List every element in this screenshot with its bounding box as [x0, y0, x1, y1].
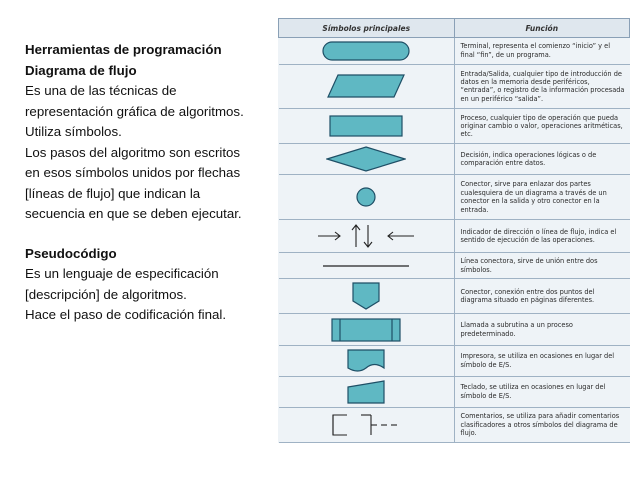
row-desc: Indicador de dirección o línea de flujo, indica el sentido de ejecución de las operaciones. [454, 219, 630, 253]
offpage-connector-icon [351, 281, 381, 311]
para1-line: [líneas de flujo] que indican la [25, 185, 201, 201]
printer-symbol-icon [346, 348, 386, 374]
flow-arrows-icon [316, 222, 416, 250]
table-row [279, 109, 630, 144]
keyboard-symbol-icon [346, 379, 386, 405]
row-desc: Conector, conexión entre dos puntos del diagrama situado en páginas diferentes. [454, 278, 630, 314]
process-symbol-icon [328, 114, 404, 138]
para2-line: Hace el paso de codificación final. [25, 307, 227, 322]
para2-line: [descripción] de algoritmos. [25, 286, 187, 302]
comment-symbol-icon [331, 411, 401, 439]
header-function: Función [454, 19, 630, 38]
row-desc: Conector, sirve para enlazar dos partes cualesquiera de un diagrama a través de un conector en la salida y otro conector en la entrada. [454, 175, 630, 220]
para1-line: Es una de las técnicas de [25, 83, 177, 98]
para2-line: Es un lenguaje de especificación [25, 266, 219, 281]
table-row [279, 376, 630, 407]
row-desc: Decisión, indica operaciones lógicas o de comparación entre datos. [454, 144, 630, 175]
terminal-symbol-icon [321, 40, 411, 62]
flowchart-symbols-table [278, 18, 630, 443]
table-row [279, 64, 630, 109]
row-desc: Teclado, se utiliza en ocasiones en lugar del símbolo de E/S. [454, 376, 630, 407]
row-desc: Proceso, cualquier tipo de operación que pueda originar cambio o valor, operaciones aritméticas, etc. [454, 109, 630, 144]
row-desc: Entrada/Salida, cualquier tipo de introducción de datos en la memoria desde periféricos, “entrada”, o registro de la información procesada en un periférico “salida”. [454, 64, 630, 109]
input-output-symbol-icon [326, 73, 406, 99]
header-symbols: Símbolos principales [279, 19, 455, 38]
para1-line: secuencia en que se deben ejecutar. [25, 206, 242, 221]
table-row [279, 345, 630, 376]
table-row [279, 278, 630, 314]
para1-line: Utiliza símbolos. [25, 124, 122, 139]
para1-line: representación gráfica de algoritmos. [25, 103, 244, 119]
table-row [279, 253, 630, 278]
row-desc: Terminal, representa el comienzo “inicio” y el final “fin”, de un programa. [454, 38, 630, 65]
row-desc: Comentarios, se utiliza para añadir comentarios clasificadores a otros símbolos del diagrama de flujo. [454, 407, 630, 442]
para1-line: Los pasos del algoritmo son escritos [25, 144, 241, 160]
para1-line: en esos símbolos unidos por flechas [25, 165, 241, 180]
row-desc: Línea conectora, sirve de unión entre dos símbolos. [454, 253, 630, 278]
heading-herramientas: Herramientas de programación [25, 42, 222, 57]
row-desc: Llamada a subrutina a un proceso predeterminado. [454, 314, 630, 345]
decision-symbol-icon [326, 146, 406, 172]
row-desc: Impresora, se utiliza en ocasiones en lugar del símbolo de E/S. [454, 345, 630, 376]
connecting-line-icon [321, 261, 411, 271]
subroutine-icon [330, 317, 402, 343]
table-row [279, 38, 630, 65]
table-row [279, 175, 630, 220]
heading-diagrama: Diagrama de flujo [25, 62, 137, 78]
connector-symbol-icon [354, 185, 378, 209]
table-row [279, 407, 630, 442]
table-row [279, 314, 630, 345]
heading-pseudocodigo: Pseudocódigo [25, 245, 117, 261]
table-row [279, 219, 630, 253]
text-column [25, 40, 270, 326]
table-row [279, 144, 630, 175]
